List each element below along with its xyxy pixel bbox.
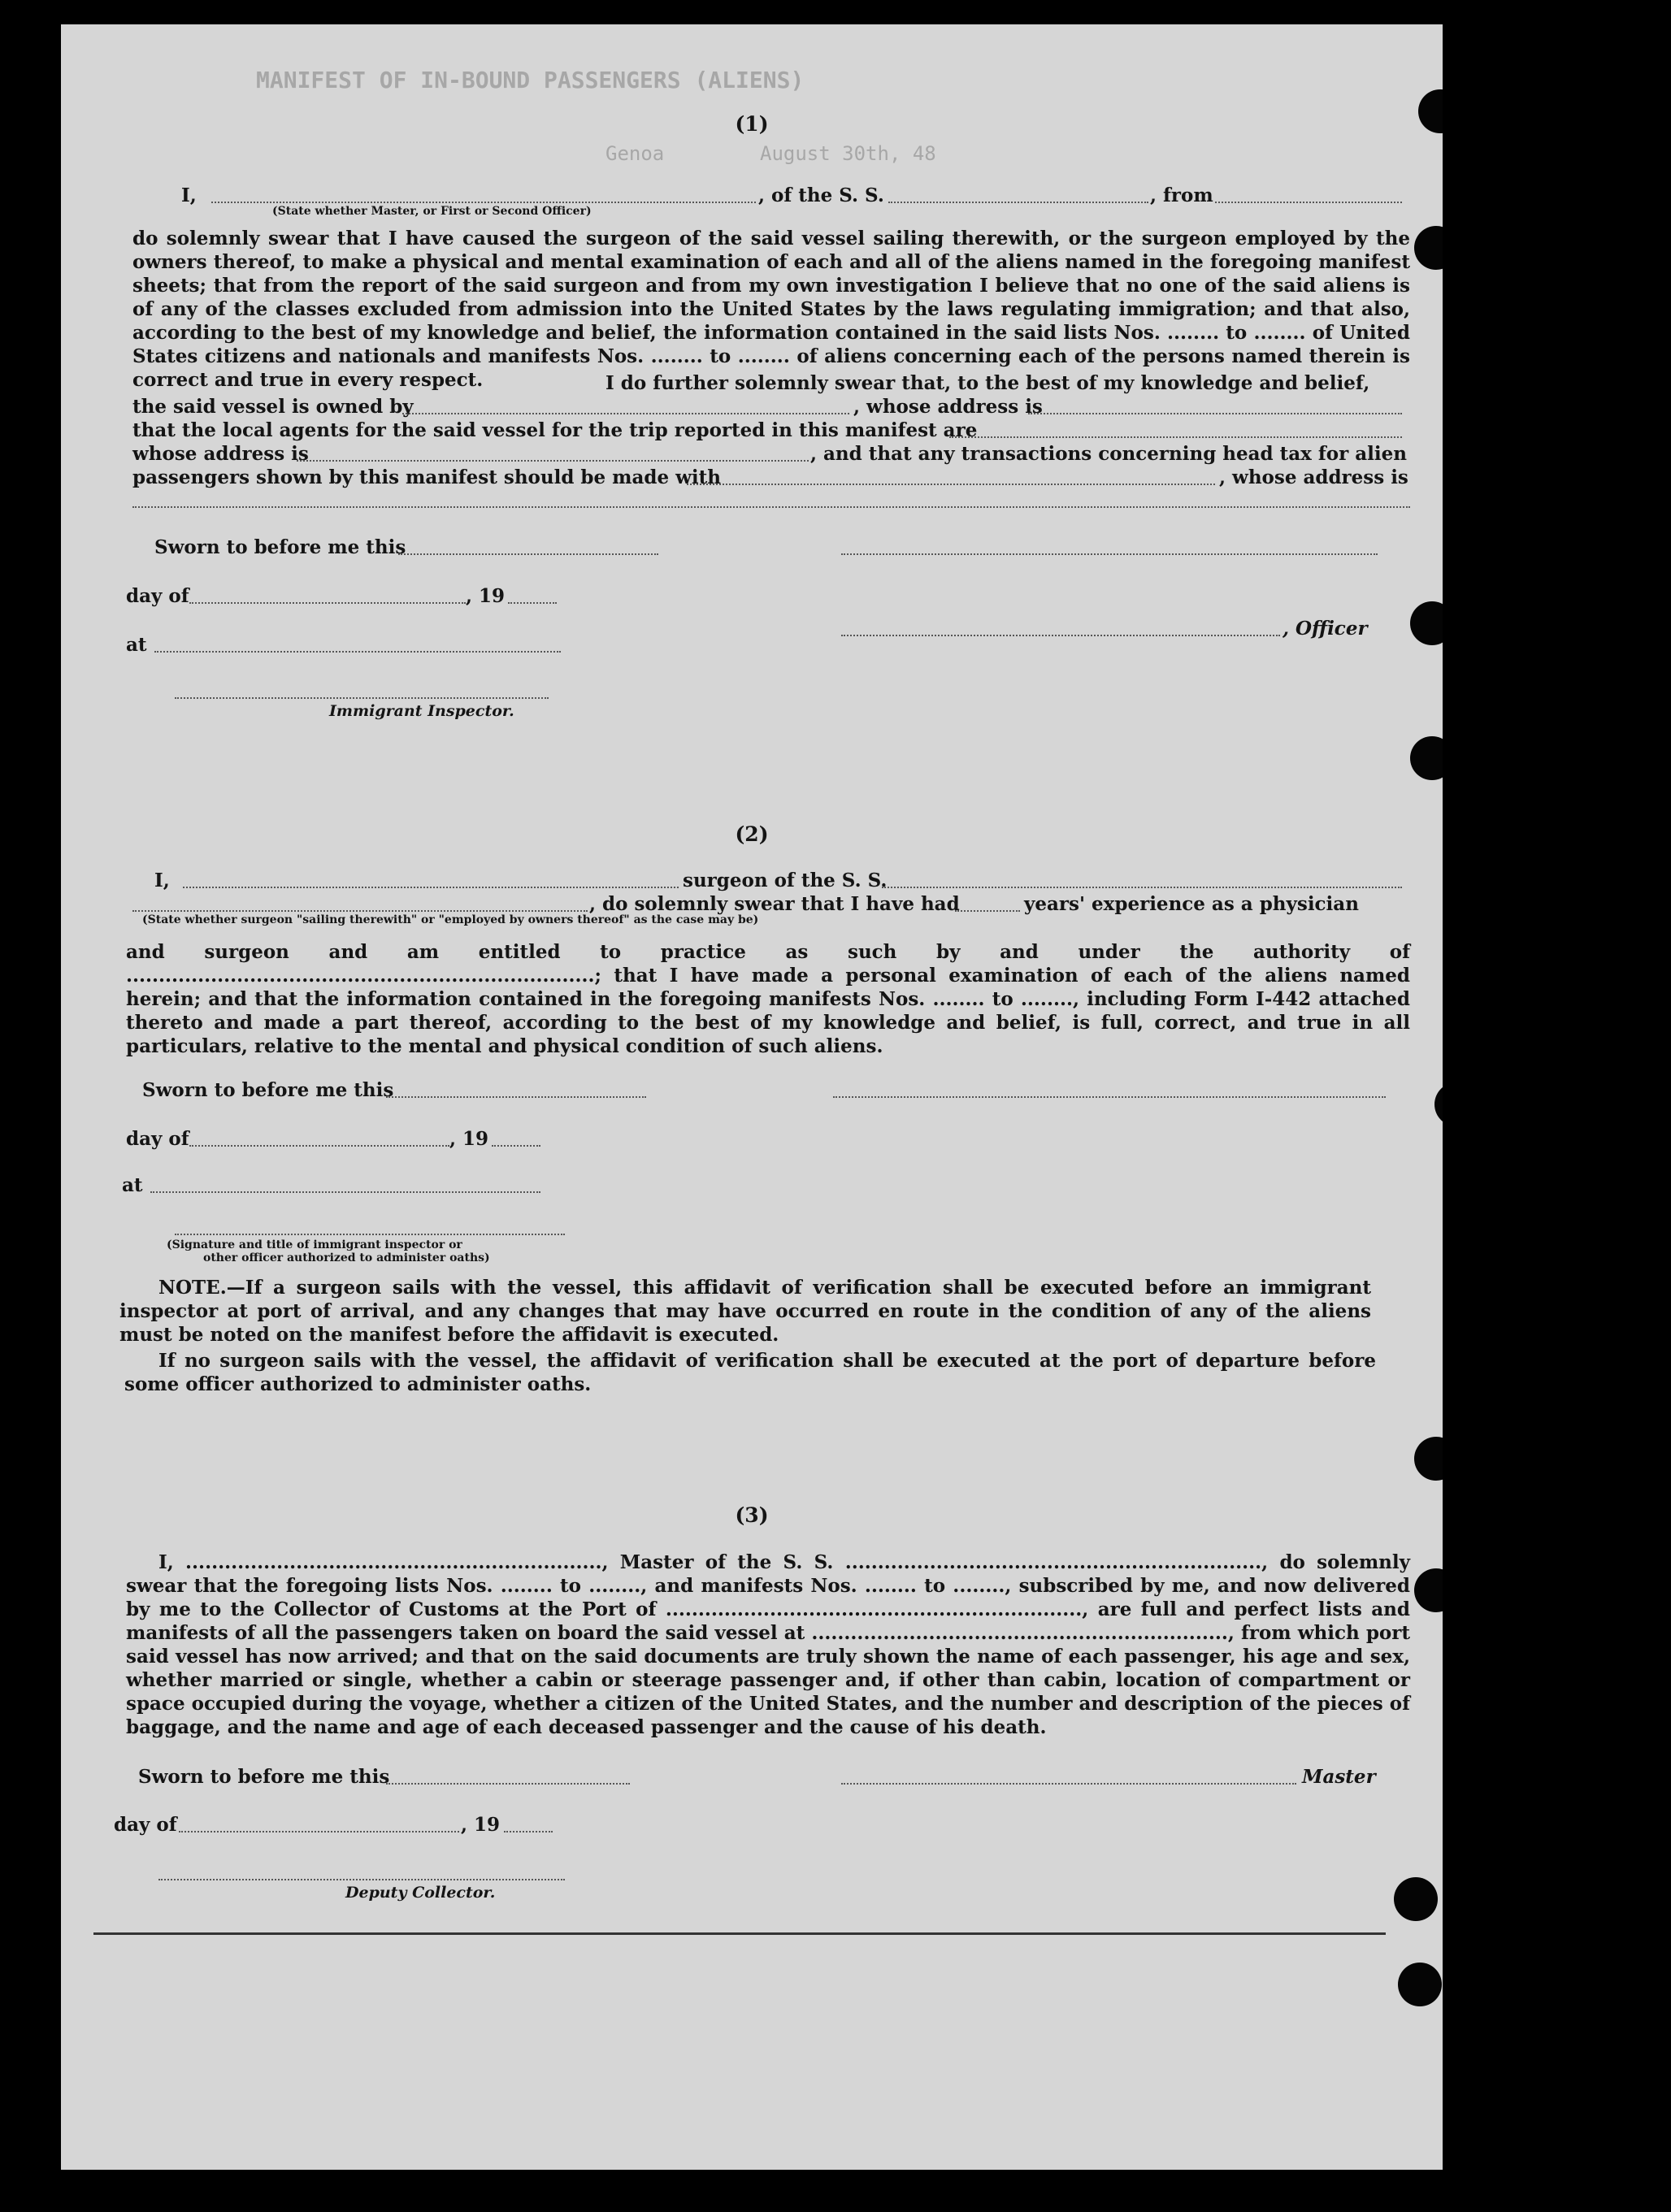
s2-i: I, — [154, 870, 170, 891]
s3-master: Master — [1302, 1766, 1376, 1788]
s2-note: NOTE.—If a surgeon sails with the vessel, this affidavit of verification shall be executed before an immigrant inspector at port of arrival, and any changes that may have occurred en route in the condition of any of the aliens must be noted on the manifest before the affidavit is executed. — [119, 1277, 1371, 1346]
s1-owned-addr: , whose address is — [853, 396, 1043, 418]
s2-body: and surgeon and am entitled to practice as such by and under the authority of ........................................................................; that I have made a personal examination of each of the aliens named herein; and that the information contained in the foregoing manifests Nos. ........ to ........, including Form I-442 attached thereto and made a part thereof, according to the best of my knowledge and belief, is full, correct, and true in all particulars, relative to the mental and physical condition of such aliens. — [126, 941, 1410, 1057]
s1-agents-line — [949, 436, 1402, 438]
s2-name-line — [183, 887, 679, 888]
s2-signature-note-1: (Signature and title of immigrant inspector or — [167, 1238, 462, 1251]
s1-vessel-line — [888, 202, 1148, 203]
punch-hole — [1410, 736, 1443, 780]
s1-sworn: Sworn to before me this — [154, 536, 406, 558]
s2-surgeon-of: surgeon of the S. S. — [683, 870, 888, 891]
section-3-number: (3) — [735, 1503, 769, 1527]
s1-head-tax: , and that any transactions concerning head tax for alien — [810, 443, 1407, 465]
s1-passengers-addr: , whose address is — [1219, 466, 1408, 488]
s2-signature-line — [833, 1096, 1386, 1098]
s2-sworn: Sworn to before me this — [142, 1079, 394, 1101]
punch-hole — [1414, 226, 1443, 270]
manifest-page — [61, 24, 1443, 2170]
s2-sworn-line — [386, 1096, 646, 1098]
s1-role-note: (State whether Master, or First or Second Officer) — [272, 205, 592, 218]
s1-oath: do solemnly swear that I have caused the surgeon of the said vessel sailing therewith, or the surgeon employed by the owners thereof, to make a physical and mental examination of each and all of the aliens named in the foregoing manifest sheets; that from the report of the said surgeon and from my own investigation I believe that no one of the said aliens is of any of the classes excluded from admission into the United States by the laws regulating immigration; and that also, according to the best of my knowledge and belief, the information contained in the said lists Nos. ........ to ........ of United States citizens and nationals and manifests Nos. ........ to ........ of aliens concerning each of the persons named therein is correct and true in every respect. — [132, 228, 1410, 391]
punch-hole — [1398, 1963, 1442, 2006]
section-1-number: (1) — [735, 112, 769, 136]
s2-vessel-line — [882, 887, 1402, 888]
punch-hole — [1414, 1437, 1443, 1481]
s3-body: I, ................................................................, Master of the S. S. ................................................................, do solemnly swear that the foregoing lists Nos. ........ to ........, and manifests Nos. ........ to ........, subscribed by me, and now delivered by me to the Collector of Customs at the Port of ................................................................, are full and perfect lists and manifests of all the passengers taken on board the said vessel at ................................................................, from which port said vessel has now arrived; and that on the said documents are truly shown the name of each passenger, his age and sex, whether married or single, whether a cabin or steerage passenger and, if other than cabin, location of compartment or space occupied during the voyage, whether a citizen of the United States, and the number and description of the pieces of baggage, and the name and age of each deceased passenger and the cause of his death. — [126, 1551, 1410, 1738]
s2-signature-note-2: other officer authorized to administer oaths) — [203, 1251, 490, 1264]
s1-officer: , Officer — [1283, 618, 1368, 640]
s1-owned-a: I do further solemnly swear that, to the best of my knowledge and belief, — [605, 372, 1370, 394]
s2-swear: , do solemnly swear that I have had — [589, 893, 960, 915]
s1-day-of: day of — [126, 585, 189, 607]
s2-role-line — [132, 910, 588, 912]
punch-hole — [1434, 1082, 1443, 1126]
s2-no-surgeon: If no surgeon sails with the vessel, the affidavit of verification shall be executed at the port of departure before some officer authorized to administer oaths. — [124, 1350, 1376, 1395]
s3-deputy: Deputy Collector. — [345, 1884, 496, 1902]
s1-from: , from — [1150, 184, 1213, 206]
s2-day-line — [189, 1145, 449, 1147]
section-2-number: (2) — [735, 822, 769, 846]
s1-signature-line — [841, 553, 1378, 555]
s1-agents: that the local agents for the said vessel for the trip reported in this manifest are — [132, 419, 978, 441]
s3-year-line — [504, 1831, 553, 1832]
s1-passengers-line — [687, 484, 1215, 485]
s1-owned-b: the said vessel is owned by — [132, 396, 414, 418]
s3-deputy-line — [158, 1879, 565, 1880]
s2-day-of: day of — [126, 1128, 189, 1150]
s1-whose-address: whose address is — [132, 443, 309, 465]
s1-owner-line — [402, 413, 849, 414]
s1-addr-continuation — [132, 506, 1410, 508]
bleed-through-header: MANIFEST OF IN-BOUND PASSENGERS (ALIENS) — [256, 67, 805, 93]
s1-of-ss: , of the S. S. — [758, 184, 884, 206]
s3-sworn: Sworn to before me this — [138, 1766, 390, 1788]
s1-name-line — [211, 202, 756, 203]
s1-owner-addr-line — [1028, 413, 1402, 414]
s1-year-line — [508, 602, 557, 604]
bottom-rule — [93, 1932, 1386, 1935]
s1-i: I, — [181, 184, 197, 206]
bleed-through-date: August 30th, 48 — [760, 142, 936, 165]
s3-day-of: day of — [114, 1814, 177, 1836]
s1-inspector-line — [175, 697, 549, 699]
s2-year: , 19 — [449, 1128, 489, 1150]
s1-year: , 19 — [466, 585, 506, 607]
punch-hole — [1410, 601, 1443, 645]
s1-from-line — [1215, 202, 1402, 203]
s2-signature-title-line — [175, 1234, 565, 1235]
s3-master-line — [841, 1783, 1296, 1785]
s1-day-line — [189, 602, 466, 604]
s2-years: years' experience as a physician — [1024, 893, 1359, 915]
s1-officer-line — [841, 635, 1280, 636]
s1-at-line — [154, 651, 561, 653]
s1-passengers: passengers shown by this manifest should be made with — [132, 466, 721, 488]
s1-agents-addr-line — [297, 460, 809, 462]
s2-years-line — [955, 910, 1020, 912]
s3-year: , 19 — [461, 1814, 501, 1836]
s1-at: at — [126, 634, 147, 656]
bleed-through-port: Genoa — [605, 142, 665, 165]
s3-day-line — [179, 1831, 459, 1832]
s3-sworn-line — [386, 1783, 630, 1785]
s2-at: at — [122, 1174, 143, 1196]
s1-sworn-line — [398, 553, 658, 555]
punch-hole — [1414, 1568, 1443, 1612]
s2-role-note: (State whether surgeon "sailing therewith" or "employed by owners thereof" as the case may be) — [142, 913, 759, 926]
punch-hole — [1394, 1877, 1438, 1921]
s1-inspector: Immigrant Inspector. — [329, 702, 514, 720]
s2-at-line — [150, 1191, 540, 1193]
s2-year-line — [492, 1145, 540, 1147]
